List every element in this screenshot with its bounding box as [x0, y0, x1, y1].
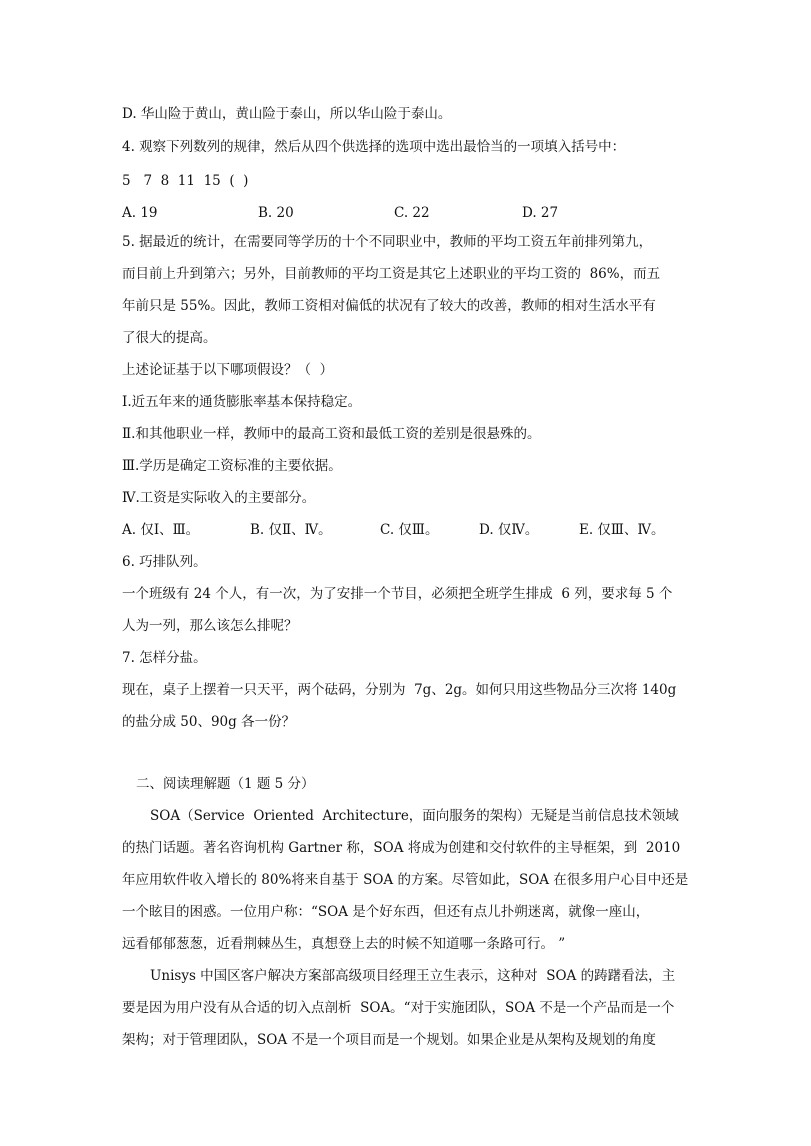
q5-statement-2: Ⅱ.和其他职业一样，教师中的最高工资和最低工资的差别是很悬殊的。 — [122, 426, 541, 442]
q5-line: 了很大的提高。 — [122, 330, 217, 346]
q5-option-a: A. 仅Ⅰ、Ⅲ。 — [122, 522, 200, 538]
q4-option-a: A. 19 — [122, 205, 158, 221]
q6-title: 6. 巧排队列。 — [122, 554, 207, 570]
section-heading: 二、阅读理解题（1 题 5 分） — [136, 776, 315, 792]
paragraph-line: 一个眩目的困惑。一位用户称：“SOA 是个好东西，但还有点儿扑朔迷离，就像一座山， — [122, 904, 650, 920]
q7-line: 现在，桌子上摆着一只天平，两个砝码，分别为 7g、2g。如何只用这些物品分三次将 140g — [122, 682, 677, 698]
paragraph-line: 的热门话题。著名咨询机构 Gartner 称，SOA 将成为创建和交付软件的主导框架，到 2010 — [122, 840, 681, 856]
q7-line: 的盐分成 50、90g 各一份？ — [122, 714, 296, 730]
q4-option-b: B. 20 — [258, 205, 294, 221]
paragraph-line: Unisys 中国区客户解决方案部高级项目经理王立生表示，这种对 SOA 的踌躇看法，主 — [150, 968, 676, 984]
q5-line: 5. 据最近的统计，在需要同等学历的十个不同职业中，教师的平均工资五年前排列第九， — [122, 234, 653, 250]
q3-option-d: D. 华山险于黄山，黄山险于泰山，所以华山险于泰山。 — [122, 106, 452, 122]
q5-option-b: B. 仅Ⅱ、Ⅳ。 — [250, 522, 332, 538]
paragraph-line: 年应用软件收入增长的 80%将来自基于 SOA 的方案。尽管如此，SOA 在很多用户心目中还是 — [122, 872, 689, 888]
q7-title: 7. 怎样分盐。 — [122, 650, 207, 666]
q5-statement-4: Ⅳ.工资是实际收入的主要部分。 — [122, 490, 316, 506]
q5-line: 而目前上升到第六；另外，目前教师的平均工资是其它上述职业的平均工资的 86%，而五 — [122, 266, 661, 282]
q4-sequence: 5 7 8 11 15 ( ) — [122, 173, 249, 189]
q4-option-d: D. 27 — [522, 205, 559, 221]
q4-stem: 4. 观察下列数列的规律，然后从四个供选择的选项中选出最恰当的一项填入括号中： — [122, 139, 626, 155]
paragraph-line: 要是因为用户没有从合适的切入点剖析 SOA。“对于实施团队，SOA 不是一个产品而是一个 — [122, 1000, 675, 1016]
q5-statement-3: Ⅲ.学历是确定工资标准的主要依据。 — [122, 458, 342, 474]
paragraph-line: 远看郁郁葱葱，近看荆棘丛生，真想登上去的时候不知道哪一条路可行。 ” — [122, 936, 566, 952]
q6-line: 一个班级有 24 个人，有一次，为了安排一个节目，必须把全班学生排成 6 列，要求每 5 个 — [122, 586, 673, 602]
q5-line: 年前只是 55%。因此，教师工资相对偏低的状况有了较大的改善，教师的相对生活水平有 — [122, 298, 656, 314]
q5-option-d: D. 仅Ⅳ。 — [479, 522, 539, 538]
paragraph-line: 架构；对于管理团队，SOA 不是一个项目而是一个规划。如果企业是从架构及规划的角度 — [122, 1032, 656, 1048]
q6-line: 人为一列，那么该怎么排呢？ — [122, 618, 298, 634]
paragraph-line: SOA（Service Oriented Architecture，面向服务的架构）无疑是当前信息技术领域 — [150, 808, 679, 824]
q5-statement-1: Ⅰ.近五年来的通货膨胀率基本保持稳定。 — [122, 394, 362, 410]
q4-option-c: C. 22 — [394, 205, 430, 221]
q5-option-e: E. 仅Ⅲ、Ⅳ。 — [579, 522, 665, 538]
q5-option-c: C. 仅Ⅲ。 — [380, 522, 439, 538]
q5-question: 上述论证基于以下哪项假设？（ ） — [122, 362, 334, 378]
